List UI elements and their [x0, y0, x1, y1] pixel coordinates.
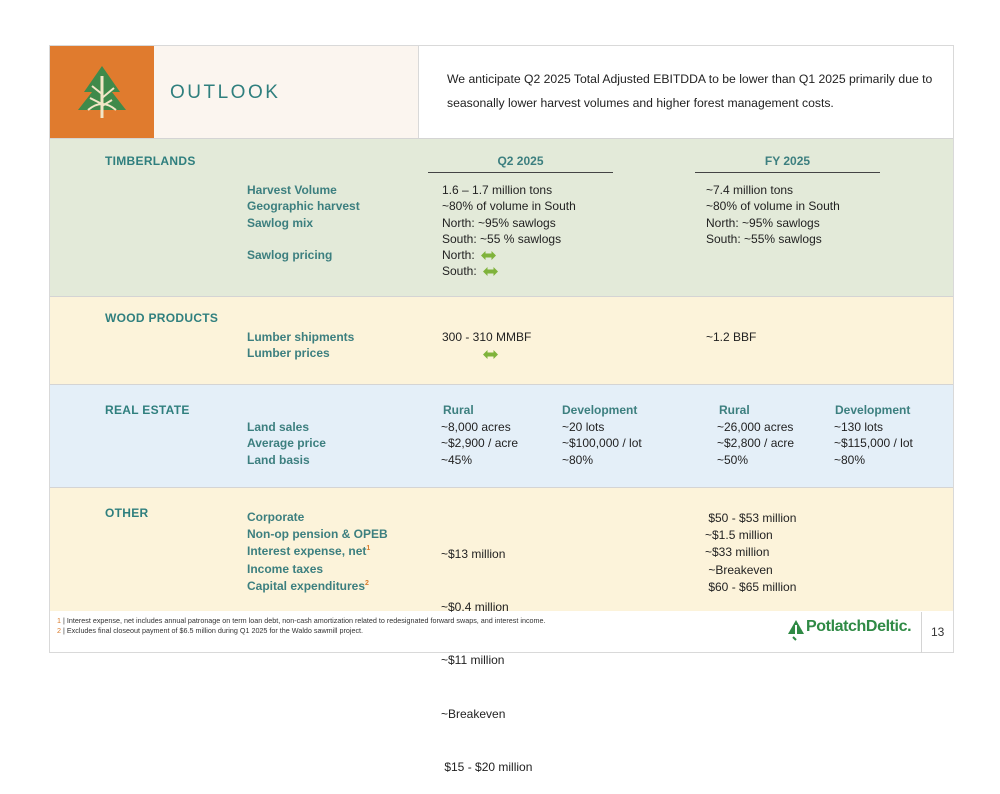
fy-development-header: Development: [835, 403, 911, 417]
q2-dev-land-basis: ~80%: [562, 452, 594, 467]
footnote-1-number: 1: [57, 616, 61, 625]
q2-sawlog-north: North: ~95% sawlogs: [442, 215, 556, 230]
fy-rural-land-basis: ~50%: [717, 452, 749, 467]
label-lumber-shipments: Lumber shipments: [247, 330, 355, 344]
label-interest-expense: [247, 543, 388, 560]
label-non-op-pension: Non-op pension & OPEB: [247, 527, 388, 542]
fy-header-rule: [695, 172, 880, 173]
q2-capital-expenditures: $15 - $20 million: [441, 759, 533, 774]
footnote-2-number: 2: [57, 626, 61, 635]
q2-non-op-pension: ~$0.4 million: [441, 600, 509, 615]
wood-products-title: WOOD PRODUCTS: [105, 311, 219, 325]
timberlands-q2-values: [442, 182, 576, 280]
q2-geographic-harvest: ~80% of volume in South: [442, 199, 576, 214]
footnote-ref-2: 2: [365, 579, 369, 587]
real-estate-labels: [247, 419, 326, 468]
logo-box: [50, 46, 154, 138]
fy-non-op-pension: ~$1.5 million: [705, 528, 773, 543]
q2-header-rule: [428, 172, 613, 173]
label-harvest-volume: Harvest Volume: [247, 183, 337, 197]
double-arrow-icon: [483, 267, 498, 276]
timberlands-title: TIMBERLANDS: [105, 154, 196, 168]
footnote-2-text: | Excludes final closeout payment of $6.5 million during Q1 2025 for the Waldo sawmill project.: [61, 626, 364, 635]
brand-tree-icon: [786, 619, 806, 641]
fy-rural-values: [717, 419, 794, 468]
q2-harvest-volume: 1.6 – 1.7 million tons: [442, 183, 553, 197]
fy-corporate: $50 - $53 million: [705, 511, 797, 525]
fy-rural-header: Rural: [719, 403, 750, 417]
label-spacer: [247, 231, 360, 247]
q2-development-values: [562, 419, 642, 468]
label-sawlog-mix: Sawlog mix: [247, 215, 314, 230]
q2-dev-average-price: ~$100,000 / lot: [562, 436, 642, 451]
q2-rural-values: [441, 419, 518, 468]
label-land-basis: Land basis: [247, 452, 310, 467]
label-sawlog-pricing: Sawlog pricing: [247, 248, 333, 263]
fy-harvest-volume: ~7.4 million tons: [706, 183, 794, 197]
double-arrow-icon: [481, 251, 496, 260]
fy-sawlog-north: North: ~95% sawlogs: [706, 215, 820, 230]
double-arrow-icon: [483, 350, 498, 359]
q2-sawlog-south: South: ~55 % sawlogs: [442, 231, 562, 246]
page-number: 13: [931, 625, 945, 639]
footnote-1-text: | Interest expense, net includes annual patronage on term loan debt, non-cash amortization related to redesignated forward swaps, and interest income.: [61, 616, 546, 625]
fy-lumber-shipments: ~1.2 BBF: [706, 330, 757, 344]
fy-rural-land-sales: ~26,000 acres: [717, 420, 794, 434]
timberlands-labels: [247, 182, 360, 263]
pricing-south-label: South:: [442, 264, 477, 279]
q2-income-taxes: ~Breakeven: [441, 706, 506, 721]
footnote-1: [57, 616, 546, 625]
capex-text: Capital expenditures: [247, 578, 366, 593]
label-average-price: Average price: [247, 436, 326, 451]
tree-logo-icon: [50, 46, 154, 138]
pricing-north-label: North:: [442, 248, 475, 263]
real-estate-title: REAL ESTATE: [105, 403, 190, 417]
q2-development-header: Development: [562, 403, 638, 417]
q2-rural-average-price: ~$2,900 / acre: [441, 436, 519, 451]
brand-logo-text: PotlatchDeltic.: [806, 618, 912, 635]
q2-corporate: ~$13 million: [441, 547, 506, 561]
fy-dev-land-sales: ~130 lots: [834, 420, 884, 434]
fy-development-values: [834, 419, 913, 468]
q2-rural-land-sales: ~8,000 acres: [441, 420, 511, 434]
q2-column-header: Q2 2025: [497, 154, 544, 168]
fy-interest-expense: ~$33 million: [705, 545, 770, 560]
footnote-2: [57, 626, 363, 635]
footnote-ref-1: 1: [366, 545, 371, 553]
outlook-summary: We anticipate Q2 2025 Total Adjusted EBITDDA to be lower than Q1 2025 primarily due to seasonally lower harvest volumes and higher forest management costs.: [447, 72, 933, 110]
label-capital-expenditures: [247, 578, 388, 595]
label-income-taxes: Income taxes: [247, 561, 324, 576]
fy-sawlog-south: South: ~55% sawlogs: [706, 231, 822, 246]
fy-dev-average-price: ~$115,000 / lot: [834, 436, 913, 451]
fy-column-header: FY 2025: [764, 154, 811, 168]
other-labels: [247, 509, 388, 595]
q2-rural-header: Rural: [443, 403, 474, 417]
q2-pricing-north: [442, 247, 576, 263]
wood-products-labels: [247, 329, 354, 362]
other-fy-values: [705, 510, 796, 596]
q2-lumber-shipments: 300 - 310 MMBF: [442, 330, 532, 344]
fy-dev-land-basis: ~80%: [834, 452, 866, 467]
fy-capital-expenditures: $60 - $65 million: [705, 579, 797, 594]
q2-interest-expense: ~$11 million: [441, 653, 505, 668]
label-land-sales: Land sales: [247, 420, 310, 434]
other-q2-values: [441, 510, 532, 794]
q2-rural-land-basis: ~45%: [441, 452, 473, 467]
label-geographic-harvest: Geographic harvest: [247, 199, 360, 214]
q2-dev-land-sales: ~20 lots: [562, 420, 605, 434]
interest-expense-text: Interest expense, net: [247, 544, 367, 559]
page-number-divider: [921, 612, 922, 653]
label-corporate: Corporate: [247, 510, 305, 524]
label-lumber-prices: Lumber prices: [247, 346, 330, 361]
q2-pricing-south: [442, 263, 576, 279]
page-title: OUTLOOK: [170, 82, 281, 103]
other-title: OTHER: [105, 506, 149, 520]
fy-geographic-harvest: ~80% of volume in South: [706, 199, 840, 214]
fy-income-taxes: ~Breakeven: [705, 562, 773, 577]
timberlands-fy-values: [706, 182, 840, 247]
fy-rural-average-price: ~$2,800 / acre: [717, 436, 795, 451]
